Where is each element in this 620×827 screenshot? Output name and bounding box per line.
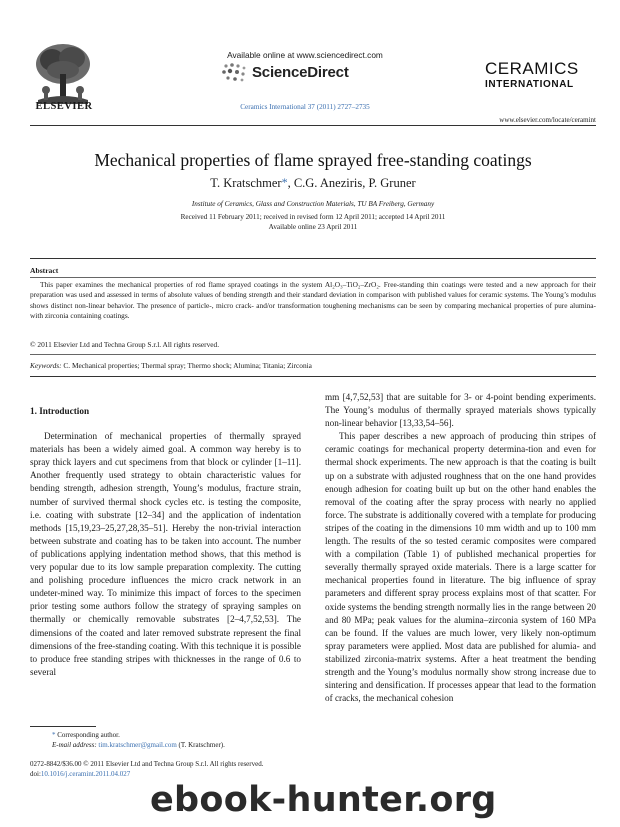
intro-paragraph-1: Determination of mechanical properties of thermally sprayed materials has been a widely aimed goal. A common way hereby is to spray thick layers and cut specimens from that block or cylinder [1–11]. Another frequently used strategy to obtain characteristic values for bending strength, adhesion strength, Young’s modulus, fracture strain, number of survived thermal shock cycles etc. is testing the composite, i.e. coating with substrate [12–34] and the application of indentation methods [15,19,23–25,27,28,35–51]. Hereby the non-trivial interaction between substrate and coating has to be taken into account. The number of publications applying indentation method shows, that this method is very popular due to its low sample preparation complexity. The cutting and polishing procedure influences the micro crack network in an undeter-mined way. To minimize this impact of forces to the specimen prior testing some authors follow the strategy of spraying samples on thermally or chemically removable substrates [2–4,7,52,53]. The dimensions of the coated and later removed substrate represent the final dimensions of the free-standing coating. With this technique it is possible to produce free standing stripes with thicknesses in the range of 0.6 to several bbox=[30, 431, 301, 677]
author-list bbox=[30, 176, 596, 191]
journal-reference-link[interactable]: Ceramics International 37 (2011) 2727–2735 bbox=[240, 103, 370, 111]
abstract-copyright: © 2011 Elsevier Ltd and Techna Group S.r.l. All rights reserved. bbox=[30, 340, 220, 349]
abstract-text: This paper examines the mechanical properties of rod flame sprayed coatings in the system Al₂O₃–TiO₂–ZrO₂. Free-standing thin coatings were tested and a new approach for their preparation was used and assessed in terms of absolute values of bending strength and their standard deviation in comparison with published values for ceramic systems. The Young’s modulus shows distinct non-linear behavior. The presence of particle-, micro crack- and/or transformation toughening mechanisms can be seen by comparing mechanical properties of pure alumina- with zirconia containing coatings. bbox=[30, 280, 596, 320]
keywords-label: Keywords: bbox=[30, 361, 62, 370]
journal-url-link[interactable]: www.elsevier.com/locate/ceramint bbox=[499, 116, 596, 124]
header-divider bbox=[30, 125, 596, 126]
abstract-body bbox=[30, 280, 596, 321]
footnote-rule bbox=[30, 726, 96, 727]
journal-name-line1: CERAMICS bbox=[485, 59, 579, 78]
keywords bbox=[30, 361, 596, 370]
available-online-text: Available online at www.sciencedirect.com bbox=[227, 50, 383, 60]
email-link[interactable]: tim.kratschmer@gmail.com bbox=[98, 741, 177, 749]
doi-link[interactable]: 10.1016/j.ceramint.2011.04.027 bbox=[40, 769, 131, 778]
title-divider bbox=[30, 258, 596, 259]
keywords-divider bbox=[30, 376, 596, 377]
article-title: Mechanical properties of flame sprayed free-standing coatings bbox=[94, 150, 532, 170]
corresponding-author-marker[interactable]: * bbox=[281, 175, 288, 189]
doi-label: doi: bbox=[30, 769, 41, 778]
intro-paragraph-1-continued: mm [4,7,52,53] that are suitable for 3- or 4-point bending experiments. The Young’s modulus of thermally sprayed materials shows typically non-linear behavior [13,33,54–56]. bbox=[325, 392, 596, 429]
watermark-text: ebook-hunter.org bbox=[150, 780, 497, 820]
publisher-name: ELSEVIER bbox=[35, 101, 93, 112]
keywords-list: C. Mechanical properties; Thermal spray; Thermo shock; Alumina; Titania; Zirconia bbox=[61, 361, 312, 370]
affiliation: Institute of Ceramics, Glass and Construction Materials, TU BA Freiberg, Germany bbox=[191, 200, 435, 208]
footnote-label: Corresponding author. bbox=[55, 731, 120, 739]
elsevier-tree-logo bbox=[32, 40, 94, 108]
abstract-rule-bottom bbox=[30, 354, 596, 355]
footnote-star: * bbox=[52, 731, 56, 739]
abstract-rule-top bbox=[30, 277, 596, 278]
issn-block bbox=[30, 760, 263, 779]
intro-paragraph-2: This paper describes a new approach of producing thin stripes of ceramic coatings for mechanical property determina-tion and even for thermal shock experiments. The new approach is that the coating is built up on a substrate with adjusted roughness that on the one hand provides enough adhesion for coating built up but on the other hand enables the removal of the coating after the spray process with nearly no applied force. The substrate is additionally covered with a template for producing stripes of the coating in the dimensions 10 mm width and up to 100 mm length. The results of the so tested ceramic composites were compared with a compilation (Table 1) of published mechanical properties for severally thermally sprayed oxide materials. There is a large scatter for mechanical properties found in literature. The big influence of spray parameters and different spray process explains most of that scatter. For oxide systems the bending strength normally lies in the range between 20 and 80 MPa; peak values for the alumina–zirconia system of 160 MPa can be found. If the values are much lower, very likely non-optimum spray parameters were applied. Most data are published for alumia- and stabilized zirconia-matrix systems. After a heat treatment the bending strength and the Young’s modulus normally show strong increase due to sintering and densification. If processes appear that lead to the formation of cracks, the mechanical cohesion bbox=[325, 431, 596, 704]
author-others: , C.G. Aneziris, P. Gruner bbox=[287, 176, 416, 190]
online-date: Available online 23 April 2011 bbox=[268, 223, 358, 231]
email-owner: (T. Kratschmer). bbox=[176, 741, 225, 749]
section-heading-introduction: 1. Introduction bbox=[30, 406, 90, 416]
email-label: E-mail address: bbox=[52, 741, 97, 749]
journal-name-line2: INTERNATIONAL bbox=[485, 79, 574, 90]
body-column-right bbox=[325, 391, 596, 705]
corresponding-author-footnote bbox=[30, 730, 301, 750]
sciencedirect-wordmark: ScienceDirect bbox=[252, 64, 349, 81]
issn-line: 0272-8842/$36.00 © 2011 Elsevier Ltd and Techna Group S.r.l. All rights reserved. bbox=[30, 760, 264, 768]
received-dates: Received 11 February 2011; received in revised form 12 April 2011; accepted 14 April 2011 bbox=[180, 213, 446, 221]
body-column-left bbox=[30, 405, 301, 679]
abstract-heading: Abstract bbox=[30, 266, 59, 275]
journal-header bbox=[0, 0, 620, 128]
author-primary: T. Kratschmer bbox=[210, 176, 282, 190]
